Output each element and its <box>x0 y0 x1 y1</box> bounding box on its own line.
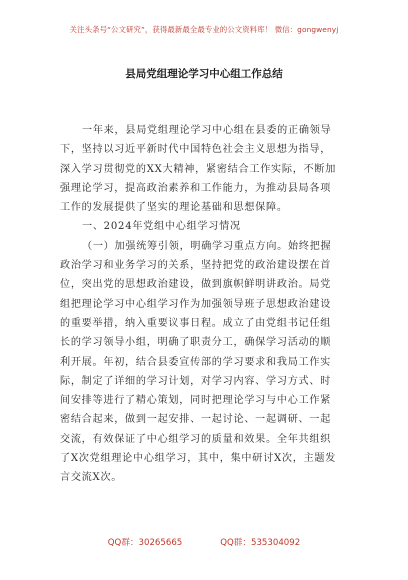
footer-contact <box>0 536 408 548</box>
body-line: 际，制定了详细的学习计划，对学习内容、学习方式、时 <box>60 375 332 387</box>
document-title: 县局党组理论学习中心组工作总结 <box>125 68 283 80</box>
body-line: 工作的发展提供了坚实的理论基础和思想保障。 <box>60 202 288 214</box>
section-heading: 一、2024年党组中心组学习情况 <box>82 221 241 233</box>
footer-qq-group-1: QQ群：30265665 <box>107 538 183 548</box>
body-line: 言交流X次。 <box>60 472 123 484</box>
body-line: 了X次党组理论中心组学习，其中，集中研讨X次，主题发 <box>60 453 337 465</box>
body-line: 的重要举措，纳入重要议事日程。成立了由党组书记任组 <box>60 317 332 329</box>
body-line: 长的学习领导小组，明确了职责分工，确保学习活动的顺 <box>60 337 332 349</box>
body-line: 组把理论学习中心组学习作为加强领导班子思想政治建设 <box>60 298 332 310</box>
body-line: 一年来，县局党组理论学习中心组在县委的正确领导 <box>82 125 332 136</box>
footer-qq-group-2: QQ群：535304092 <box>220 538 301 548</box>
body-line: 间安排等进行了精心策划，同时把理论学习与中心工作紧 <box>60 395 332 407</box>
body-line: 政治学习和业务学习的关系，坚持把党的政治建设摆在首 <box>60 260 332 272</box>
body-line: 利开展。年初，结合县委宣传部的学习要求和我局工作实 <box>60 356 332 368</box>
document-body <box>60 121 352 488</box>
body-line: 位，突出党的思想政治建设，做到旗帜鲜明讲政治。局党 <box>60 279 332 291</box>
body-line: 强理论学习，提高政治素养和工作能力，为推动县局各项 <box>60 182 332 194</box>
body-line: （一）加强统筹引领，明确学习重点方向。始终把握 <box>82 240 332 252</box>
body-line: 交流，有效保证了中心组学习的质量和效果。全年共组织 <box>60 433 332 445</box>
header-banner: 关注头条号“公文研究”，获得最新最全最专业的公文资料库！ 微信：gongwenyj <box>69 25 339 34</box>
body-line: 密结合起来，做到一起安排、一起讨论、一起调研、一起 <box>60 414 332 426</box>
body-line: 下，坚持以习近平新时代中国特色社会主义思想为指导， <box>60 144 332 156</box>
body-line: 深入学习贯彻党的XX大精神，紧密结合工作实际，不断加 <box>60 163 337 175</box>
